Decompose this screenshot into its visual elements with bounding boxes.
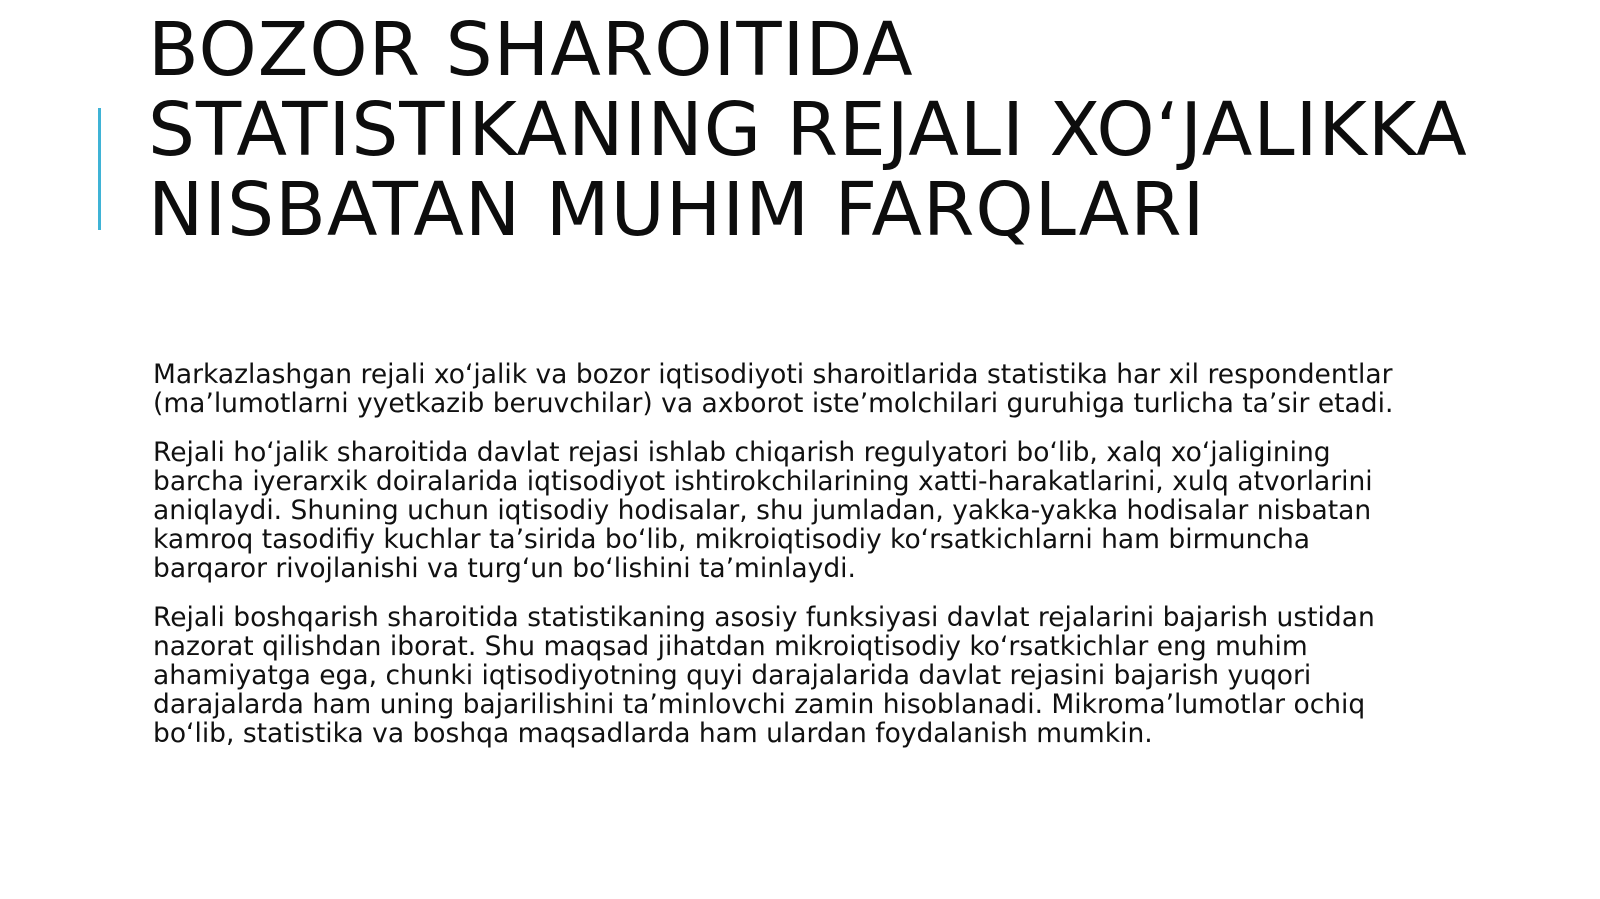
slide-title: BOZOR SHAROITIDA STATISTIKANING REJALI XO‘JALIKKA NISBATAN MUHIM FARQLARI [148,7,1468,253]
body-paragraph-3: Rejali boshqarish sharoitida statistikaning asosiy funksiyasi davlat rejalarini bajarish ustidan nazorat qilishdan iborat. Shu maqsad jihatdan mikroiqtisodiy ko‘rsatkichlar eng muhim ahamiyatga ega, chunki iqtisodiyotning quyi darajalarida davlat rejasini bajarish yuqori darajalarda ham uning bajarilishini ta’minlovchi zamin hisoblanadi. Mikroma’lumotlar ochiq bo‘lib, statistika va boshqa maqsadlarda ham ulardan foydalanish mumkin. [153,602,1375,749]
title-accent-bar [98,108,101,230]
slide-body [153,360,1413,768]
body-paragraph-1: Markazlashgan rejali xo‘jalik va bozor iqtisodiyoti sharoitlarida statistika har xil respondentlar (ma’lumotlarni yyetkazib beruvchilar) va axborot iste’molchilari guruhiga turlicha ta’sir etadi. [153,359,1394,419]
body-paragraph-2: Rejali ho‘jalik sharoitida davlat rejasi ishlab chiqarish regulyatori bo‘lib, xalq xo‘jaligining barcha iyerarxik doiralarida iqtisodiyot ishtirokchilarining xatti-harakatlarini, xulq atvorlarini aniqlaydi. Shuning uchun iqtisodiy hodisalar, shu jumladan, yakka-yakka hodisalar nisbatan kamroq tasodifiy kuchlar ta’sirida bo‘lib, mikroiqtisodiy ko‘rsatkichlarni ham birmuncha barqaror rivojlanishi va turg‘un bo‘lishini ta’minlaydi. [153,437,1373,584]
